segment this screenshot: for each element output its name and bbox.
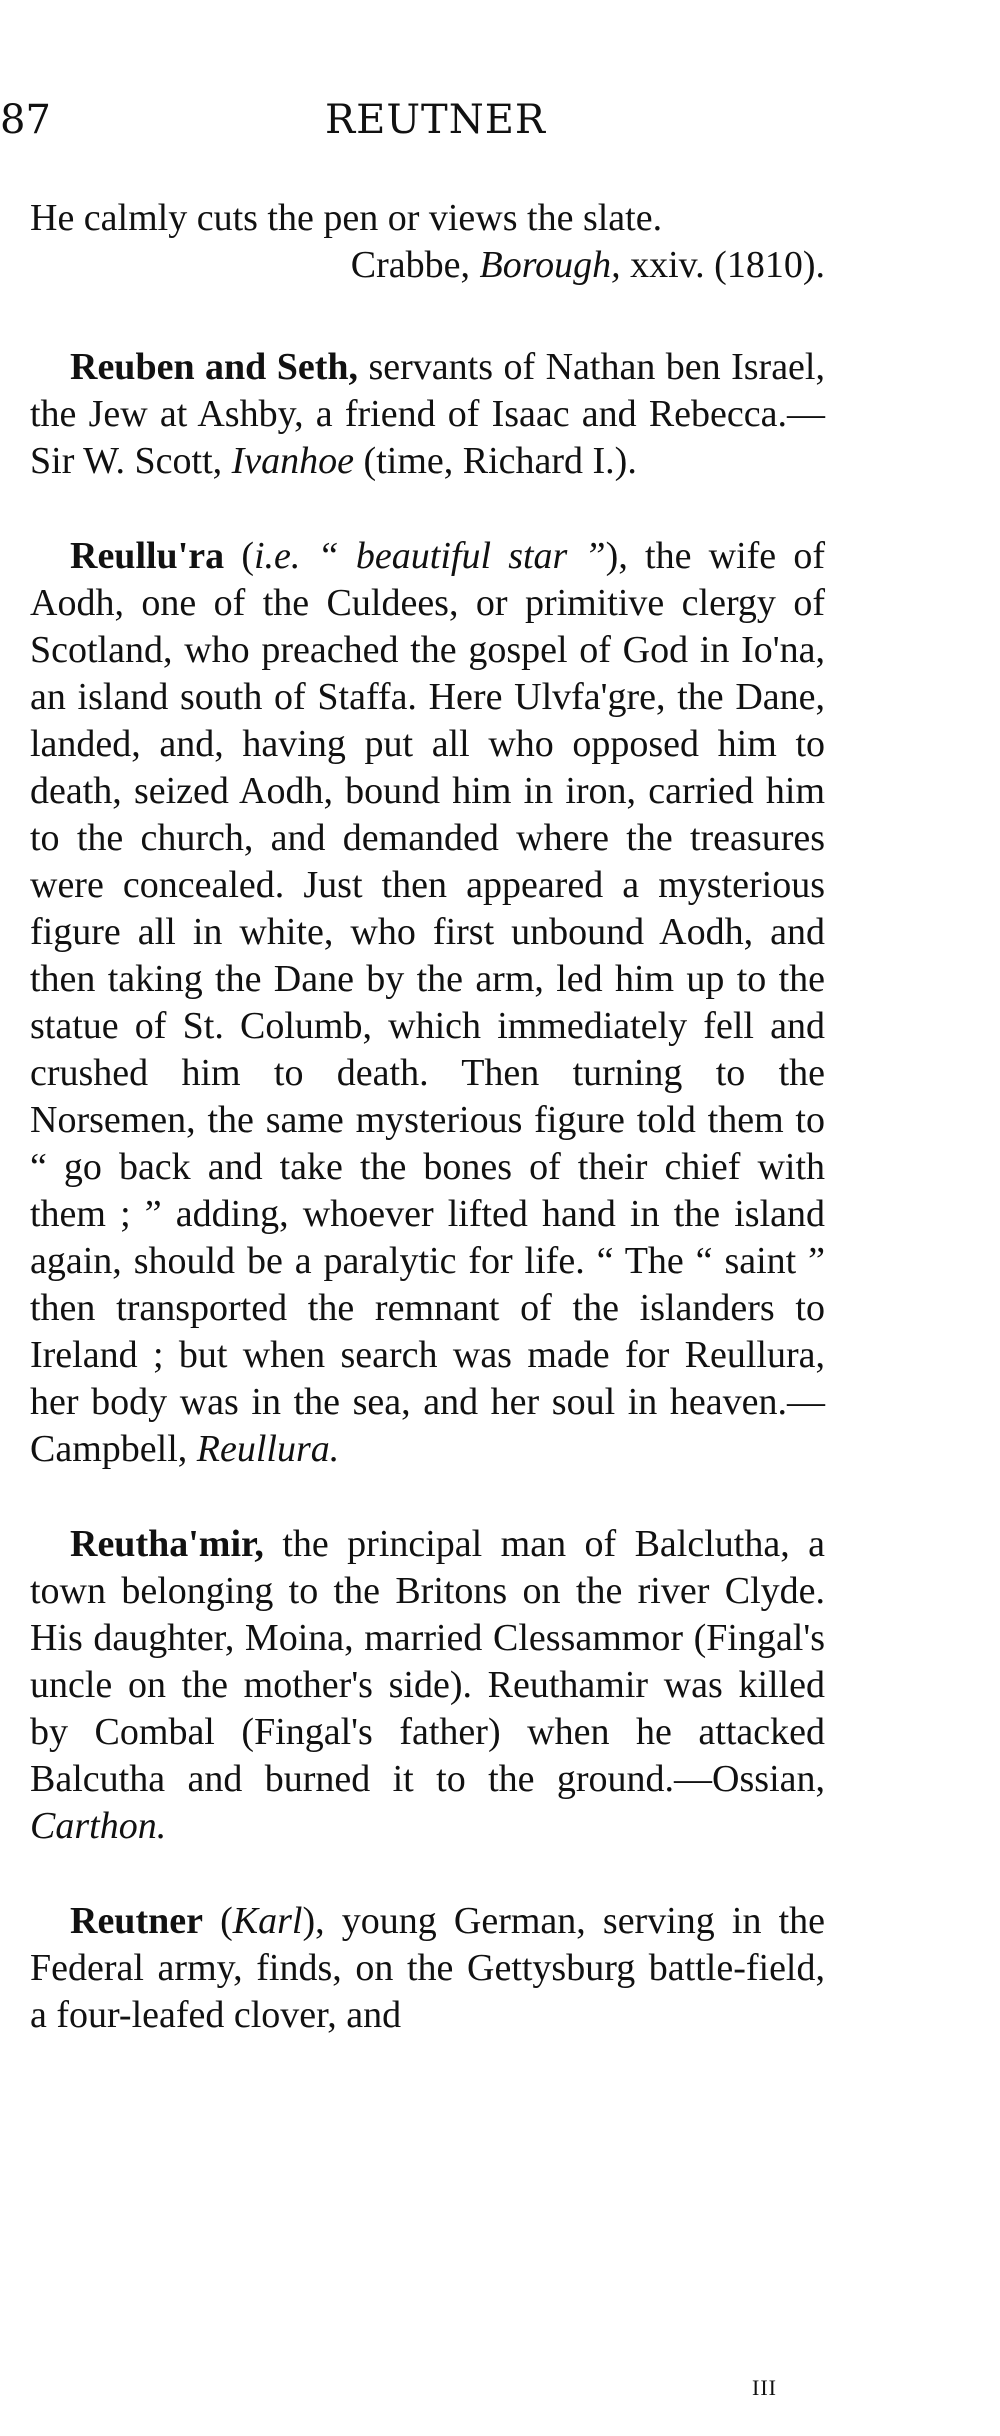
entry-text: (	[224, 535, 254, 577]
entry-work: Reullura.	[196, 1428, 340, 1470]
entry-reuthamir	[30, 1521, 825, 1850]
entry-italic-note: i.e. “ beautiful star ”	[253, 535, 606, 577]
entry-reuben-and-seth	[30, 344, 825, 485]
quote-line: He calmly cuts the pen or views the slate.	[30, 197, 663, 239]
page-number: 87	[0, 97, 51, 143]
page-body	[30, 195, 825, 2039]
entry-headword: Reutha'mir,	[70, 1523, 264, 1565]
entry-reullura	[30, 533, 825, 1473]
signature-mark: III	[752, 2375, 777, 2400]
entry-headword: Reuben and Seth,	[70, 346, 359, 388]
citation-detail: xxiv. (1810).	[630, 244, 825, 286]
quote-citation	[30, 242, 825, 289]
entry-reutner	[30, 1898, 825, 2039]
citation-work: Borough,	[479, 244, 621, 286]
entry-text: servants of Nathan ben Israel, the Jew at Ashby, a friend of Isaac and Rebecca.—Sir W. Scott,	[30, 346, 825, 482]
entry-text: ), the wife of Aodh, one of the Culdees, or primitive clergy of Scotland, who preached the gospel of God in Io'na, an island south of Staffa. Here Ulvfa'gre, the Dane, landed, and, having put all who opposed him to death, seized Aodh, bound him in iron, carried him to the church, and demanded where the treasures were concealed. Just then appeared a mysterious figure all in white, who first unbound Aodh, and then taking the Dane by the arm, led him up to the statue of St. Columb, which immediately fell and crushed him to death. Then turning to the Norsemen, the same mysterious figure told them to “ go back and take the bones of their chief with them ; ” adding, whoever lifted hand in the island again, should be a paralytic for life. “ The “ saint ” then transported the remnant of the islanders to Ireland ; but when search was made for Reullura, her body was in the sea, and her soul in heaven.—Campbell,	[30, 535, 825, 1470]
entry-work: Ivanhoe	[231, 440, 355, 482]
entry-headword: Reutner	[70, 1900, 203, 1942]
page-header	[0, 97, 1000, 160]
entry-text: (time, Richard I.).	[354, 440, 637, 482]
entry-work: Carthon.	[30, 1805, 167, 1847]
citation-author: Crabbe,	[350, 244, 470, 286]
entry-text: the principal man of Balclutha, a town belonging to the Britons on the river Clyde. His daughter, Moina, married Clessammor (Fingal's uncle on the mother's side). Reuthamir was killed by Combal (Fingal's father) when he attacked Balcutha and burned it to the ground.—Ossian,	[30, 1523, 825, 1800]
running-head: REUTNER	[325, 97, 547, 143]
entry-headword: Reullu'ra	[70, 535, 225, 577]
entry-text: (	[202, 1900, 233, 1942]
entry-italic-note: Karl	[232, 1900, 303, 1942]
entry-text: ), young German, serving in the Federal army, finds, on the Gettysburg battle-field, a four-leafed clover, and	[30, 1900, 826, 2036]
